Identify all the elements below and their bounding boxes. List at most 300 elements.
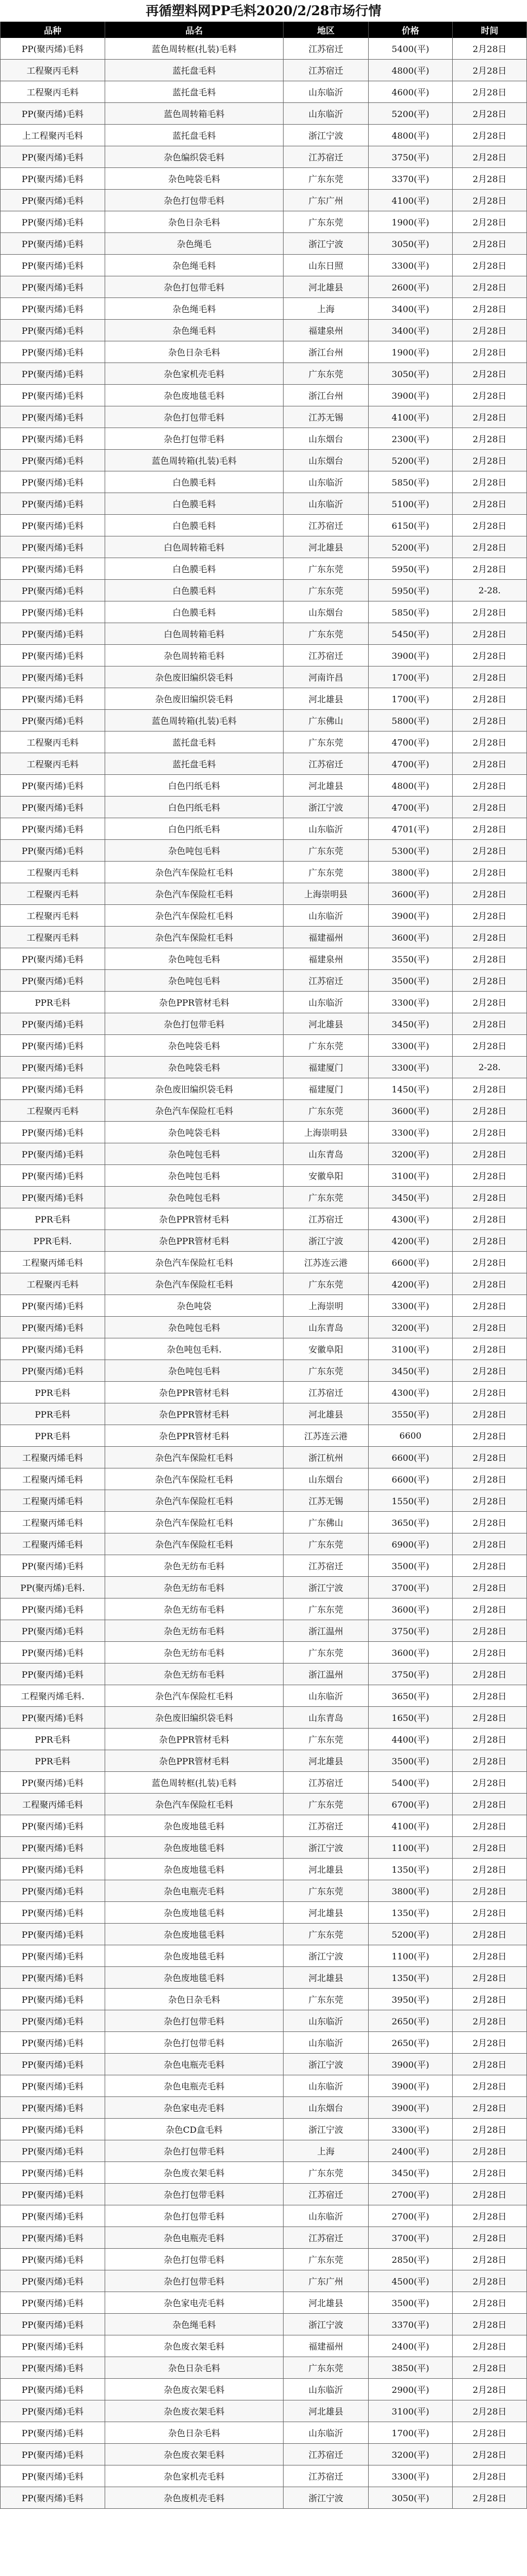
cell-product-name: 杂色无纺布毛料 bbox=[105, 1620, 284, 1641]
cell-price: 3450(平) bbox=[369, 1013, 453, 1034]
cell-time: 2月28日 bbox=[453, 1338, 527, 1360]
cell-variety: PP(聚丙烯)毛料 bbox=[0, 1642, 105, 1663]
cell-price: 1350(平) bbox=[369, 1967, 453, 1988]
cell-region: 山东临沂 bbox=[284, 992, 369, 1013]
cell-product-name: 杂色废地毯毛料 bbox=[105, 1945, 284, 1966]
table-row bbox=[0, 515, 527, 536]
cell-product-name: 杂色废衣架毛料 bbox=[105, 2335, 284, 2357]
cell-price: 5200(平) bbox=[369, 536, 453, 558]
cell-variety: PP(聚丙烯)毛料 bbox=[0, 1837, 105, 1858]
cell-price: 3450(平) bbox=[369, 1360, 453, 1381]
cell-time: 2月28日 bbox=[453, 2032, 527, 2053]
cell-variety: PP(聚丙烯)毛料 bbox=[0, 1295, 105, 1316]
table-row bbox=[0, 2119, 527, 2140]
cell-variety: PP(聚丙烯)毛料 bbox=[0, 1967, 105, 1988]
cell-price: 4800(平) bbox=[369, 775, 453, 796]
cell-product-name: 蓝色周转箱(扎装)毛料 bbox=[105, 710, 284, 731]
cell-product-name: 杂色打包带毛料 bbox=[105, 2010, 284, 2031]
cell-time: 2月28日 bbox=[453, 1837, 527, 1858]
cell-product-name: 杂色PPR管材毛料 bbox=[105, 992, 284, 1013]
cell-time: 2月28日 bbox=[453, 103, 527, 124]
cell-variety: PP(聚丙烯)毛料 bbox=[0, 623, 105, 644]
table-row bbox=[0, 1468, 527, 1490]
cell-time: 2月28日 bbox=[453, 927, 527, 948]
cell-price: 4700(平) bbox=[369, 732, 453, 753]
cell-variety: PP(聚丙烯)毛料 bbox=[0, 2487, 105, 2508]
cell-product-name: 蓝托盘毛料 bbox=[105, 81, 284, 102]
cell-variety: PP(聚丙烯)毛料 bbox=[0, 255, 105, 276]
cell-product-name: 杂色吨包毛料 bbox=[105, 1187, 284, 1208]
cell-price: 2300(平) bbox=[369, 428, 453, 449]
cell-region: 广东东莞 bbox=[284, 1035, 369, 1056]
table-row bbox=[0, 1750, 527, 1772]
cell-region: 上海 bbox=[284, 2140, 369, 2161]
cell-price: 3800(平) bbox=[369, 862, 453, 883]
cell-variety: PP(聚丙烯)毛料 bbox=[0, 406, 105, 428]
cell-variety: PPR毛料. bbox=[0, 1230, 105, 1251]
cell-time: 2月28日 bbox=[453, 1317, 527, 1338]
cell-region: 广东东莞 bbox=[284, 732, 369, 753]
cell-product-name: 杂色汽车保险杠毛料 bbox=[105, 883, 284, 904]
cell-product-name: 杂色日杂毛料 bbox=[105, 211, 284, 232]
table-row bbox=[0, 905, 527, 927]
cell-region: 广东东莞 bbox=[284, 2162, 369, 2183]
table-row bbox=[0, 146, 527, 168]
cell-product-name: 杂色电瓶壳毛料 bbox=[105, 1880, 284, 1901]
cell-variety: PP(聚丙烯)毛料 bbox=[0, 2054, 105, 2075]
cell-product-name: 杂色无纺布毛料 bbox=[105, 1664, 284, 1685]
cell-price: 5950(平) bbox=[369, 558, 453, 579]
cell-product-name: 杂色废衣架毛料 bbox=[105, 2400, 284, 2422]
cell-product-name: 杂色汽车保险杠毛料 bbox=[105, 927, 284, 948]
cell-product-name: 杂色打包带毛料 bbox=[105, 2184, 284, 2205]
cell-region: 山东日照 bbox=[284, 255, 369, 276]
cell-product-name: 杂色汽车保险杠毛料 bbox=[105, 1685, 284, 1706]
cell-variety: PP(聚丙烯)毛料 bbox=[0, 1122, 105, 1143]
cell-region: 河北雄县 bbox=[284, 2292, 369, 2313]
cell-product-name: 杂色电瓶壳毛料 bbox=[105, 2075, 284, 2096]
cell-time: 2月28日 bbox=[453, 1815, 527, 1836]
cell-region: 广东广州 bbox=[284, 2270, 369, 2292]
cell-region: 江苏宿迁 bbox=[284, 38, 369, 59]
cell-time: 2月28日 bbox=[453, 1468, 527, 1490]
cell-region: 江苏无锡 bbox=[284, 1490, 369, 1511]
cell-time: 2月28日 bbox=[453, 1642, 527, 1663]
cell-region: 山东临沂 bbox=[284, 471, 369, 493]
cell-variety: PP(聚丙烯)毛料 bbox=[0, 536, 105, 558]
cell-product-name: 杂色打包带毛料 bbox=[105, 406, 284, 428]
cell-region: 山东烟台 bbox=[284, 1468, 369, 1490]
table-row bbox=[0, 1122, 527, 1143]
cell-variety: PP(聚丙烯)毛料 bbox=[0, 471, 105, 493]
cell-variety: 工程聚丙烯毛料 bbox=[0, 1468, 105, 1490]
cell-price: 3950(平) bbox=[369, 1989, 453, 2010]
cell-time: 2月28日 bbox=[453, 298, 527, 319]
cell-price: 4200(平) bbox=[369, 1273, 453, 1295]
cell-time: 2月28日 bbox=[453, 1013, 527, 1034]
table-row bbox=[0, 1035, 527, 1057]
cell-variety: PP(聚丙烯)毛料 bbox=[0, 2010, 105, 2031]
cell-region: 广东东莞 bbox=[284, 1880, 369, 1901]
cell-product-name: 杂色家机壳毛料 bbox=[105, 363, 284, 384]
table-row bbox=[0, 1512, 527, 1533]
cell-price: 4200(平) bbox=[369, 1230, 453, 1251]
table-row bbox=[0, 883, 527, 905]
cell-time: 2月28日 bbox=[453, 493, 527, 514]
cell-price: 4700(平) bbox=[369, 797, 453, 818]
cell-variety: PP(聚丙烯)毛料 bbox=[0, 2162, 105, 2183]
cell-variety: PP(聚丙烯)毛料 bbox=[0, 1902, 105, 1923]
cell-variety: PP(聚丙烯)毛料 bbox=[0, 1555, 105, 1576]
cell-product-name: 杂色日杂毛料 bbox=[105, 2357, 284, 2378]
cell-region: 山东临沂 bbox=[284, 2379, 369, 2400]
cell-region: 山东临沂 bbox=[284, 2010, 369, 2031]
cell-price: 2650(平) bbox=[369, 2010, 453, 2031]
cell-variety: 工程聚丙烯毛料 bbox=[0, 1447, 105, 1468]
cell-time: 2月28日 bbox=[453, 471, 527, 493]
cell-price: 3900(平) bbox=[369, 2097, 453, 2118]
cell-price: 3300(平) bbox=[369, 255, 453, 276]
cell-price: 4100(平) bbox=[369, 406, 453, 428]
cell-price: 3500(平) bbox=[369, 970, 453, 991]
cell-region: 广东广州 bbox=[284, 190, 369, 211]
cell-variety: PP(聚丙烯)毛料. bbox=[0, 1577, 105, 1598]
cell-product-name: 杂色打包带毛料 bbox=[105, 428, 284, 449]
cell-region: 广东佛山 bbox=[284, 1512, 369, 1533]
cell-variety: PP(聚丙烯)毛料 bbox=[0, 2292, 105, 2313]
cell-price: 4500(平) bbox=[369, 2270, 453, 2292]
cell-region: 河北雄县 bbox=[284, 2400, 369, 2422]
cell-region: 广东东莞 bbox=[284, 168, 369, 189]
table-row bbox=[0, 818, 527, 840]
cell-time: 2月28日 bbox=[453, 2097, 527, 2118]
cell-price: 3600(平) bbox=[369, 1598, 453, 1620]
table-row bbox=[0, 406, 527, 428]
cell-time: 2月28日 bbox=[453, 2270, 527, 2292]
cell-variety: PP(聚丙烯)毛料 bbox=[0, 580, 105, 601]
cell-price: 3300(平) bbox=[369, 2465, 453, 2487]
cell-product-name: 杂色废衣架毛料 bbox=[105, 2162, 284, 2183]
cell-time: 2月28日 bbox=[453, 2249, 527, 2270]
cell-price: 3200(平) bbox=[369, 1143, 453, 1164]
cell-region: 江苏宿迁 bbox=[284, 753, 369, 774]
table-row bbox=[0, 1707, 527, 1729]
table-row bbox=[0, 2075, 527, 2097]
cell-region: 广东东莞 bbox=[284, 1642, 369, 1663]
cell-product-name: 蓝托盘毛料 bbox=[105, 125, 284, 146]
cell-variety: PP(聚丙烯)毛料 bbox=[0, 1880, 105, 1901]
cell-region: 山东烟台 bbox=[284, 450, 369, 471]
cell-product-name: 杂色汽车保险杠毛料 bbox=[105, 1468, 284, 1490]
cell-region: 广东东莞 bbox=[284, 580, 369, 601]
cell-product-name: 杂色无纺布毛料 bbox=[105, 1555, 284, 1576]
cell-region: 河北雄县 bbox=[284, 1902, 369, 1923]
cell-region: 福建厦门 bbox=[284, 1078, 369, 1099]
cell-region: 河南许昌 bbox=[284, 666, 369, 688]
cell-time: 2月28日 bbox=[453, 2292, 527, 2313]
table-row bbox=[0, 948, 527, 970]
cell-variety: PP(聚丙烯)毛料 bbox=[0, 2422, 105, 2443]
cell-variety: 工程聚丙毛料 bbox=[0, 905, 105, 926]
cell-variety: PP(聚丙烯)毛料 bbox=[0, 818, 105, 839]
cell-time: 2月28日 bbox=[453, 1165, 527, 1186]
cell-price: 5950(平) bbox=[369, 580, 453, 601]
cell-time: 2月28日 bbox=[453, 1122, 527, 1143]
cell-time: 2月28日 bbox=[453, 1685, 527, 1706]
table-row bbox=[0, 2227, 527, 2249]
cell-time: 2月28日 bbox=[453, 60, 527, 81]
cell-price: 3500(平) bbox=[369, 1750, 453, 1771]
cell-variety: PP(聚丙烯)毛料 bbox=[0, 688, 105, 709]
cell-price: 3850(平) bbox=[369, 2357, 453, 2378]
cell-time: 2月28日 bbox=[453, 688, 527, 709]
cell-product-name: 杂色周转箱毛料 bbox=[105, 645, 284, 666]
cell-time: 2月28日 bbox=[453, 623, 527, 644]
cell-price: 3050(平) bbox=[369, 233, 453, 254]
cell-variety: PP(聚丙烯)毛料 bbox=[0, 1620, 105, 1641]
table-row bbox=[0, 38, 527, 60]
cell-product-name: 杂色打包带毛料 bbox=[105, 2140, 284, 2161]
cell-price: 4800(平) bbox=[369, 60, 453, 81]
table-header bbox=[0, 22, 527, 38]
cell-price: 3900(平) bbox=[369, 905, 453, 926]
cell-time: 2月28日 bbox=[453, 450, 527, 471]
cell-time: 2月28日 bbox=[453, 2487, 527, 2508]
cell-product-name: 杂色绳毛 bbox=[105, 233, 284, 254]
table-row bbox=[0, 1057, 527, 1078]
cell-product-name: 白色膜毛料 bbox=[105, 601, 284, 623]
table-row bbox=[0, 1729, 527, 1750]
cell-price: 4300(平) bbox=[369, 1208, 453, 1229]
table-row bbox=[0, 536, 527, 558]
table-row bbox=[0, 60, 527, 81]
cell-product-name: 杂色吨袋毛料 bbox=[105, 1122, 284, 1143]
table-row bbox=[0, 1945, 527, 1967]
cell-region: 广东佛山 bbox=[284, 710, 369, 731]
cell-product-name: 白色周转箱毛料 bbox=[105, 623, 284, 644]
cell-time: 2月28日 bbox=[453, 2422, 527, 2443]
cell-time: 2月28日 bbox=[453, 1447, 527, 1468]
cell-price: 4800(平) bbox=[369, 125, 453, 146]
cell-price: 1650(平) bbox=[369, 1707, 453, 1728]
cell-variety: PP(聚丙烯)毛料 bbox=[0, 2314, 105, 2335]
cell-product-name: 白色膜毛料 bbox=[105, 580, 284, 601]
cell-price: 6600(平) bbox=[369, 1447, 453, 1468]
table-row bbox=[0, 623, 527, 645]
cell-region: 安徽阜阳 bbox=[284, 1165, 369, 1186]
table-row bbox=[0, 1815, 527, 1837]
cell-time: 2月28日 bbox=[453, 775, 527, 796]
cell-time: 2月28日 bbox=[453, 1078, 527, 1099]
cell-price: 5200(平) bbox=[369, 1924, 453, 1945]
cell-variety: PP(聚丙烯)毛料 bbox=[0, 103, 105, 124]
cell-price: 4100(平) bbox=[369, 1815, 453, 1836]
table-row bbox=[0, 2162, 527, 2184]
cell-variety: PP(聚丙烯)毛料 bbox=[0, 2270, 105, 2292]
cell-region: 浙江宁波 bbox=[284, 2054, 369, 2075]
cell-variety: 上工程聚丙毛料 bbox=[0, 125, 105, 146]
table-row bbox=[0, 298, 527, 320]
cell-region: 江苏宿迁 bbox=[284, 970, 369, 991]
cell-price: 3050(平) bbox=[369, 2487, 453, 2508]
cell-product-name: 杂色废旧编织袋毛料 bbox=[105, 666, 284, 688]
cell-variety: 工程聚丙毛料 bbox=[0, 927, 105, 948]
cell-region: 安徽阜阳 bbox=[284, 1338, 369, 1360]
cell-region: 浙江温州 bbox=[284, 1620, 369, 1641]
cell-time: 2月28日 bbox=[453, 385, 527, 406]
table-row bbox=[0, 1642, 527, 1664]
cell-region: 江苏宿迁 bbox=[284, 1555, 369, 1576]
cell-product-name: 蓝色周转箱毛料 bbox=[105, 103, 284, 124]
cell-product-name: 杂色打包带毛料 bbox=[105, 190, 284, 211]
cell-price: 3650(平) bbox=[369, 1512, 453, 1533]
cell-region: 山东青岛 bbox=[284, 1317, 369, 1338]
cell-price: 1350(平) bbox=[369, 1859, 453, 1880]
cell-variety: 工程聚丙毛料 bbox=[0, 753, 105, 774]
cell-region: 山东临沂 bbox=[284, 103, 369, 124]
cell-price: 3400(平) bbox=[369, 298, 453, 319]
cell-time: 2月28日 bbox=[453, 1208, 527, 1229]
cell-region: 江苏无锡 bbox=[284, 406, 369, 428]
cell-region: 山东临沂 bbox=[284, 905, 369, 926]
cell-product-name: 杂色PPR管材毛料 bbox=[105, 1729, 284, 1750]
table-row bbox=[0, 1165, 527, 1187]
cell-variety: PP(聚丙烯)毛料 bbox=[0, 1924, 105, 1945]
cell-product-name: 杂色吨包毛料 bbox=[105, 970, 284, 991]
cell-time: 2月28日 bbox=[453, 1750, 527, 1771]
cell-price: 5300(平) bbox=[369, 840, 453, 861]
cell-price: 6150(平) bbox=[369, 515, 453, 536]
table-row bbox=[0, 2335, 527, 2357]
header-price: 价格 bbox=[369, 22, 453, 38]
table-row bbox=[0, 1620, 527, 1642]
cell-region: 江苏宿迁 bbox=[284, 515, 369, 536]
table-row bbox=[0, 1013, 527, 1035]
cell-variety: PP(聚丙烯)毛料 bbox=[0, 2249, 105, 2270]
table-row bbox=[0, 927, 527, 948]
cell-time: 2月28日 bbox=[453, 1620, 527, 1641]
cell-region: 河北雄县 bbox=[284, 775, 369, 796]
cell-time: 2月28日 bbox=[453, 1859, 527, 1880]
cell-price: 3050(平) bbox=[369, 363, 453, 384]
cell-time: 2月28日 bbox=[453, 666, 527, 688]
cell-product-name: 杂色汽车保险杠毛料 bbox=[105, 1252, 284, 1273]
cell-region: 山东青岛 bbox=[284, 1707, 369, 1728]
cell-variety: PPR毛料 bbox=[0, 1208, 105, 1229]
cell-variety: 工程聚丙毛料 bbox=[0, 1100, 105, 1121]
cell-product-name: 白色周转箱毛料 bbox=[105, 536, 284, 558]
cell-region: 广东东莞 bbox=[284, 2249, 369, 2270]
table-row bbox=[0, 2292, 527, 2314]
cell-region: 河北雄县 bbox=[284, 1967, 369, 1988]
cell-region: 江苏宿迁 bbox=[284, 2465, 369, 2487]
cell-variety: 工程聚丙烯毛料 bbox=[0, 1490, 105, 1511]
cell-product-name: 杂色汽车保险杠毛料 bbox=[105, 905, 284, 926]
cell-region: 浙江宁波 bbox=[284, 1230, 369, 1251]
cell-region: 浙江宁波 bbox=[284, 2119, 369, 2140]
cell-time: 2月28日 bbox=[453, 1707, 527, 1728]
cell-price: 5400(平) bbox=[369, 38, 453, 59]
cell-product-name: 杂色PPR管材毛料 bbox=[105, 1403, 284, 1425]
cell-variety: PP(聚丙烯)毛料 bbox=[0, 38, 105, 59]
cell-price: 2700(平) bbox=[369, 2184, 453, 2205]
cell-region: 山东临沂 bbox=[284, 493, 369, 514]
cell-price: 6600(平) bbox=[369, 1252, 453, 1273]
cell-time: 2月28日 bbox=[453, 1880, 527, 1901]
cell-product-name: 杂色吨袋毛料 bbox=[105, 1035, 284, 1056]
cell-region: 河北雄县 bbox=[284, 276, 369, 297]
table-row bbox=[0, 2184, 527, 2205]
cell-variety: PP(聚丙烯)毛料 bbox=[0, 1013, 105, 1034]
cell-time: 2月28日 bbox=[453, 1967, 527, 1988]
cell-product-name: 杂色吨包毛料 bbox=[105, 1360, 284, 1381]
cell-variety: PP(聚丙烯)毛料 bbox=[0, 168, 105, 189]
cell-time: 2月28日 bbox=[453, 797, 527, 818]
cell-region: 山东青岛 bbox=[284, 1143, 369, 1164]
table-row bbox=[0, 493, 527, 515]
cell-variety: 工程聚丙烯毛料 bbox=[0, 1533, 105, 1555]
cell-time: 2月28日 bbox=[453, 255, 527, 276]
cell-product-name: 蓝托盘毛料 bbox=[105, 60, 284, 81]
cell-price: 3600(平) bbox=[369, 927, 453, 948]
cell-time: 2月28日 bbox=[453, 146, 527, 167]
cell-region: 浙江温州 bbox=[284, 1664, 369, 1685]
cell-price: 6700(平) bbox=[369, 1794, 453, 1815]
cell-price: 3300(平) bbox=[369, 992, 453, 1013]
cell-product-name: 杂色家电壳毛料 bbox=[105, 2097, 284, 2118]
cell-price: 3200(平) bbox=[369, 2444, 453, 2465]
table-row bbox=[0, 1533, 527, 1555]
table-row bbox=[0, 2400, 527, 2422]
cell-variety: PP(聚丙烯)毛料 bbox=[0, 1707, 105, 1728]
cell-product-name: 蓝托盘毛料 bbox=[105, 732, 284, 753]
cell-region: 上海崇明县 bbox=[284, 883, 369, 904]
cell-price: 1550(平) bbox=[369, 1490, 453, 1511]
table-row bbox=[0, 992, 527, 1013]
cell-variety: PP(聚丙烯)毛料 bbox=[0, 948, 105, 969]
cell-product-name: 杂色废旧编织袋毛料 bbox=[105, 688, 284, 709]
cell-price: 2600(平) bbox=[369, 276, 453, 297]
cell-product-name: 杂色废地毯毛料 bbox=[105, 1924, 284, 1945]
cell-region: 广东东莞 bbox=[284, 840, 369, 861]
cell-price: 3750(平) bbox=[369, 146, 453, 167]
cell-product-name: 杂色无纺布毛料 bbox=[105, 1598, 284, 1620]
cell-time: 2月28日 bbox=[453, 1902, 527, 1923]
cell-price: 3200(平) bbox=[369, 1317, 453, 1338]
table-row bbox=[0, 1664, 527, 1685]
cell-price: 5800(平) bbox=[369, 710, 453, 731]
cell-price: 2850(平) bbox=[369, 2249, 453, 2270]
cell-product-name: 杂色废地毯毛料 bbox=[105, 1902, 284, 1923]
table-row bbox=[0, 558, 527, 580]
cell-time: 2月28日 bbox=[453, 558, 527, 579]
table-row bbox=[0, 2270, 527, 2292]
cell-product-name: 杂色日杂毛料 bbox=[105, 341, 284, 363]
table-row bbox=[0, 1338, 527, 1360]
table-row bbox=[0, 168, 527, 190]
cell-variety: PP(聚丙烯)毛料 bbox=[0, 211, 105, 232]
cell-price: 6600(平) bbox=[369, 1468, 453, 1490]
table-row bbox=[0, 255, 527, 276]
cell-product-name: 杂色废衣架毛料 bbox=[105, 2379, 284, 2400]
cell-product-name: 白色膜毛料 bbox=[105, 558, 284, 579]
cell-variety: PP(聚丙烯)毛料 bbox=[0, 2184, 105, 2205]
cell-product-name: 杂色日杂毛料 bbox=[105, 2422, 284, 2443]
cell-product-name: 杂色废地毯毛料 bbox=[105, 1967, 284, 1988]
cell-variety: 工程聚丙毛料 bbox=[0, 1273, 105, 1295]
cell-price: 1100(平) bbox=[369, 1837, 453, 1858]
cell-region: 江苏宿迁 bbox=[284, 2444, 369, 2465]
